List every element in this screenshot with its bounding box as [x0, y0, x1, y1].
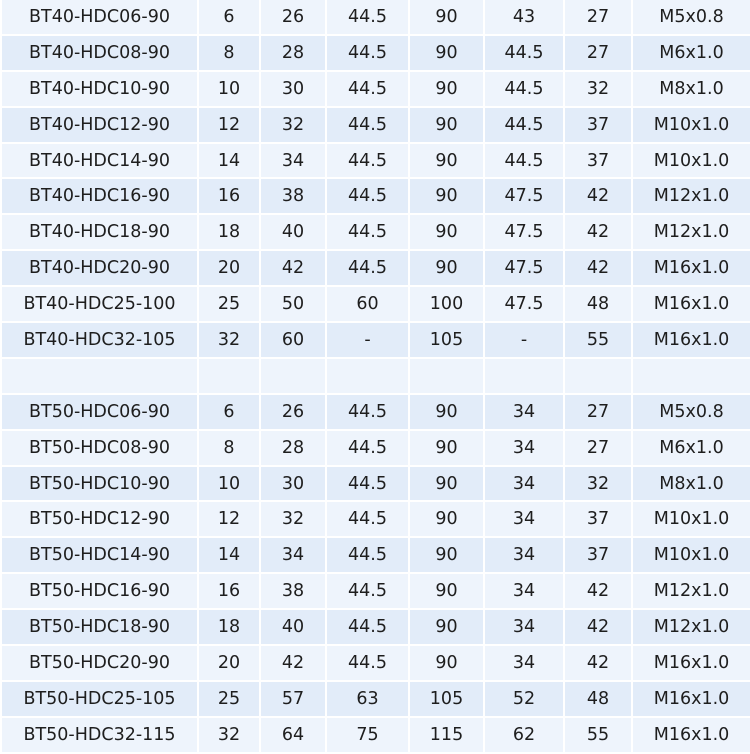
l3-cell: 27	[564, 430, 632, 466]
l3-cell: 42	[564, 178, 632, 214]
l2-cell: 34	[484, 394, 564, 430]
l3-cell: 37	[564, 107, 632, 143]
d1-cell: 50	[260, 286, 326, 322]
model-cell: BT50-HDC18-90	[1, 609, 198, 645]
l1-cell: 44.5	[326, 501, 409, 537]
spec-table-body	[1, 0, 750, 753]
l3-cell: 32	[564, 466, 632, 502]
thread-cell	[632, 358, 750, 394]
d-cell: 20	[198, 645, 260, 681]
l1-cell: 44.5	[326, 537, 409, 573]
model-cell: BT40-HDC06-90	[1, 0, 198, 35]
d1-cell: 42	[260, 250, 326, 286]
table-spacer-row	[1, 358, 750, 394]
table-row	[1, 286, 750, 322]
l-cell	[409, 358, 484, 394]
table-row	[1, 430, 750, 466]
l-cell: 90	[409, 430, 484, 466]
l3-cell: 37	[564, 143, 632, 179]
d-cell: 18	[198, 214, 260, 250]
thread-cell: M16x1.0	[632, 645, 750, 681]
d1-cell: 32	[260, 501, 326, 537]
l2-cell: 52	[484, 681, 564, 717]
d-cell: 20	[198, 250, 260, 286]
l2-cell: 34	[484, 430, 564, 466]
d-cell: 16	[198, 178, 260, 214]
l3-cell: 42	[564, 573, 632, 609]
d1-cell: 26	[260, 394, 326, 430]
thread-cell: M16x1.0	[632, 322, 750, 358]
l-cell: 90	[409, 107, 484, 143]
l-cell: 90	[409, 537, 484, 573]
thread-cell: M12x1.0	[632, 609, 750, 645]
l2-cell: 34	[484, 573, 564, 609]
model-cell: BT50-HDC06-90	[1, 394, 198, 430]
d-cell: 12	[198, 107, 260, 143]
d1-cell: 26	[260, 0, 326, 35]
table-row	[1, 501, 750, 537]
table-row	[1, 609, 750, 645]
model-cell: BT50-HDC32-115	[1, 717, 198, 753]
l-cell: 90	[409, 178, 484, 214]
thread-cell: M10x1.0	[632, 501, 750, 537]
model-cell: BT50-HDC16-90	[1, 573, 198, 609]
l-cell: 90	[409, 143, 484, 179]
l3-cell: 55	[564, 717, 632, 753]
d-cell: 18	[198, 609, 260, 645]
l1-cell: 44.5	[326, 178, 409, 214]
l3-cell: 42	[564, 250, 632, 286]
table-row	[1, 717, 750, 753]
l-cell: 90	[409, 35, 484, 71]
d1-cell: 60	[260, 322, 326, 358]
d-cell	[198, 358, 260, 394]
l2-cell: 34	[484, 537, 564, 573]
d-cell: 32	[198, 322, 260, 358]
table-row	[1, 107, 750, 143]
l2-cell: 44.5	[484, 143, 564, 179]
l-cell: 90	[409, 501, 484, 537]
l-cell: 100	[409, 286, 484, 322]
l2-cell: -	[484, 322, 564, 358]
d1-cell: 34	[260, 143, 326, 179]
l2-cell: 34	[484, 501, 564, 537]
model-cell: BT50-HDC20-90	[1, 645, 198, 681]
d-cell: 10	[198, 71, 260, 107]
model-cell: BT40-HDC12-90	[1, 107, 198, 143]
d-cell: 12	[198, 501, 260, 537]
l2-cell: 34	[484, 609, 564, 645]
table-row	[1, 71, 750, 107]
model-cell: BT40-HDC16-90	[1, 178, 198, 214]
d1-cell	[260, 358, 326, 394]
l3-cell: 32	[564, 71, 632, 107]
l-cell: 90	[409, 0, 484, 35]
l-cell: 115	[409, 717, 484, 753]
d-cell: 16	[198, 573, 260, 609]
l1-cell: 44.5	[326, 250, 409, 286]
model-cell: BT40-HDC32-105	[1, 322, 198, 358]
thread-cell: M10x1.0	[632, 107, 750, 143]
l3-cell: 27	[564, 394, 632, 430]
thread-cell: M8x1.0	[632, 71, 750, 107]
l2-cell: 43	[484, 0, 564, 35]
l3-cell: 42	[564, 609, 632, 645]
l1-cell: 44.5	[326, 107, 409, 143]
d-cell: 14	[198, 537, 260, 573]
thread-cell: M10x1.0	[632, 537, 750, 573]
thread-cell: M10x1.0	[632, 143, 750, 179]
model-cell: BT40-HDC18-90	[1, 214, 198, 250]
thread-cell: M5x0.8	[632, 0, 750, 35]
l3-cell: 48	[564, 286, 632, 322]
l3-cell: 37	[564, 537, 632, 573]
model-cell: BT50-HDC12-90	[1, 501, 198, 537]
l2-cell: 62	[484, 717, 564, 753]
l1-cell: 44.5	[326, 71, 409, 107]
table-row	[1, 681, 750, 717]
table-row	[1, 322, 750, 358]
table-row	[1, 394, 750, 430]
l1-cell: -	[326, 322, 409, 358]
table-row	[1, 573, 750, 609]
table-row	[1, 537, 750, 573]
l-cell: 90	[409, 71, 484, 107]
thread-cell: M6x1.0	[632, 430, 750, 466]
d1-cell: 28	[260, 430, 326, 466]
l2-cell: 44.5	[484, 35, 564, 71]
l-cell: 105	[409, 681, 484, 717]
l3-cell: 42	[564, 645, 632, 681]
l2-cell: 47.5	[484, 178, 564, 214]
l2-cell: 44.5	[484, 71, 564, 107]
table-row	[1, 645, 750, 681]
l-cell: 90	[409, 214, 484, 250]
table-row	[1, 0, 750, 35]
model-cell: BT50-HDC14-90	[1, 537, 198, 573]
l1-cell: 44.5	[326, 214, 409, 250]
thread-cell: M16x1.0	[632, 250, 750, 286]
d1-cell: 40	[260, 609, 326, 645]
table-row	[1, 35, 750, 71]
l3-cell: 27	[564, 0, 632, 35]
l1-cell: 44.5	[326, 609, 409, 645]
thread-cell: M12x1.0	[632, 573, 750, 609]
l2-cell: 34	[484, 466, 564, 502]
l-cell: 90	[409, 645, 484, 681]
model-cell: BT40-HDC25-100	[1, 286, 198, 322]
l2-cell: 47.5	[484, 250, 564, 286]
d1-cell: 32	[260, 107, 326, 143]
d-cell: 6	[198, 394, 260, 430]
l-cell: 105	[409, 322, 484, 358]
d1-cell: 57	[260, 681, 326, 717]
thread-cell: M6x1.0	[632, 35, 750, 71]
l3-cell: 48	[564, 681, 632, 717]
model-cell: BT50-HDC10-90	[1, 466, 198, 502]
l-cell: 90	[409, 466, 484, 502]
d1-cell: 42	[260, 645, 326, 681]
l3-cell: 55	[564, 322, 632, 358]
d-cell: 14	[198, 143, 260, 179]
table-row	[1, 143, 750, 179]
l3-cell: 42	[564, 214, 632, 250]
d-cell: 8	[198, 430, 260, 466]
model-cell: BT40-HDC08-90	[1, 35, 198, 71]
d1-cell: 30	[260, 466, 326, 502]
l2-cell: 47.5	[484, 286, 564, 322]
l1-cell: 44.5	[326, 645, 409, 681]
model-cell: BT50-HDC25-105	[1, 681, 198, 717]
d1-cell: 40	[260, 214, 326, 250]
l-cell: 90	[409, 394, 484, 430]
table-row	[1, 178, 750, 214]
d-cell: 25	[198, 286, 260, 322]
l1-cell: 44.5	[326, 394, 409, 430]
d1-cell: 34	[260, 537, 326, 573]
l1-cell: 75	[326, 717, 409, 753]
l3-cell: 27	[564, 35, 632, 71]
model-cell	[1, 358, 198, 394]
l1-cell: 44.5	[326, 430, 409, 466]
l-cell: 90	[409, 250, 484, 286]
thread-cell: M16x1.0	[632, 286, 750, 322]
l1-cell: 44.5	[326, 573, 409, 609]
d1-cell: 38	[260, 573, 326, 609]
l1-cell: 44.5	[326, 143, 409, 179]
d1-cell: 30	[260, 71, 326, 107]
l2-cell: 44.5	[484, 107, 564, 143]
l1-cell: 44.5	[326, 466, 409, 502]
thread-cell: M5x0.8	[632, 394, 750, 430]
l2-cell: 34	[484, 645, 564, 681]
table-row	[1, 214, 750, 250]
d-cell: 8	[198, 35, 260, 71]
thread-cell: M8x1.0	[632, 466, 750, 502]
thread-cell: M12x1.0	[632, 178, 750, 214]
model-cell: BT40-HDC10-90	[1, 71, 198, 107]
thread-cell: M16x1.0	[632, 681, 750, 717]
d-cell: 6	[198, 0, 260, 35]
l1-cell	[326, 358, 409, 394]
l2-cell: 47.5	[484, 214, 564, 250]
thread-cell: M16x1.0	[632, 717, 750, 753]
l2-cell	[484, 358, 564, 394]
model-cell: BT40-HDC14-90	[1, 143, 198, 179]
d-cell: 32	[198, 717, 260, 753]
l-cell: 90	[409, 573, 484, 609]
model-cell: BT50-HDC08-90	[1, 430, 198, 466]
table-row	[1, 466, 750, 502]
l1-cell: 44.5	[326, 35, 409, 71]
l1-cell: 63	[326, 681, 409, 717]
l1-cell: 60	[326, 286, 409, 322]
d1-cell: 28	[260, 35, 326, 71]
d-cell: 25	[198, 681, 260, 717]
l3-cell: 37	[564, 501, 632, 537]
d1-cell: 38	[260, 178, 326, 214]
l-cell: 90	[409, 609, 484, 645]
thread-cell: M12x1.0	[632, 214, 750, 250]
d-cell: 10	[198, 466, 260, 502]
model-cell: BT40-HDC20-90	[1, 250, 198, 286]
l3-cell	[564, 358, 632, 394]
d1-cell: 64	[260, 717, 326, 753]
table-row	[1, 250, 750, 286]
l1-cell: 44.5	[326, 0, 409, 35]
